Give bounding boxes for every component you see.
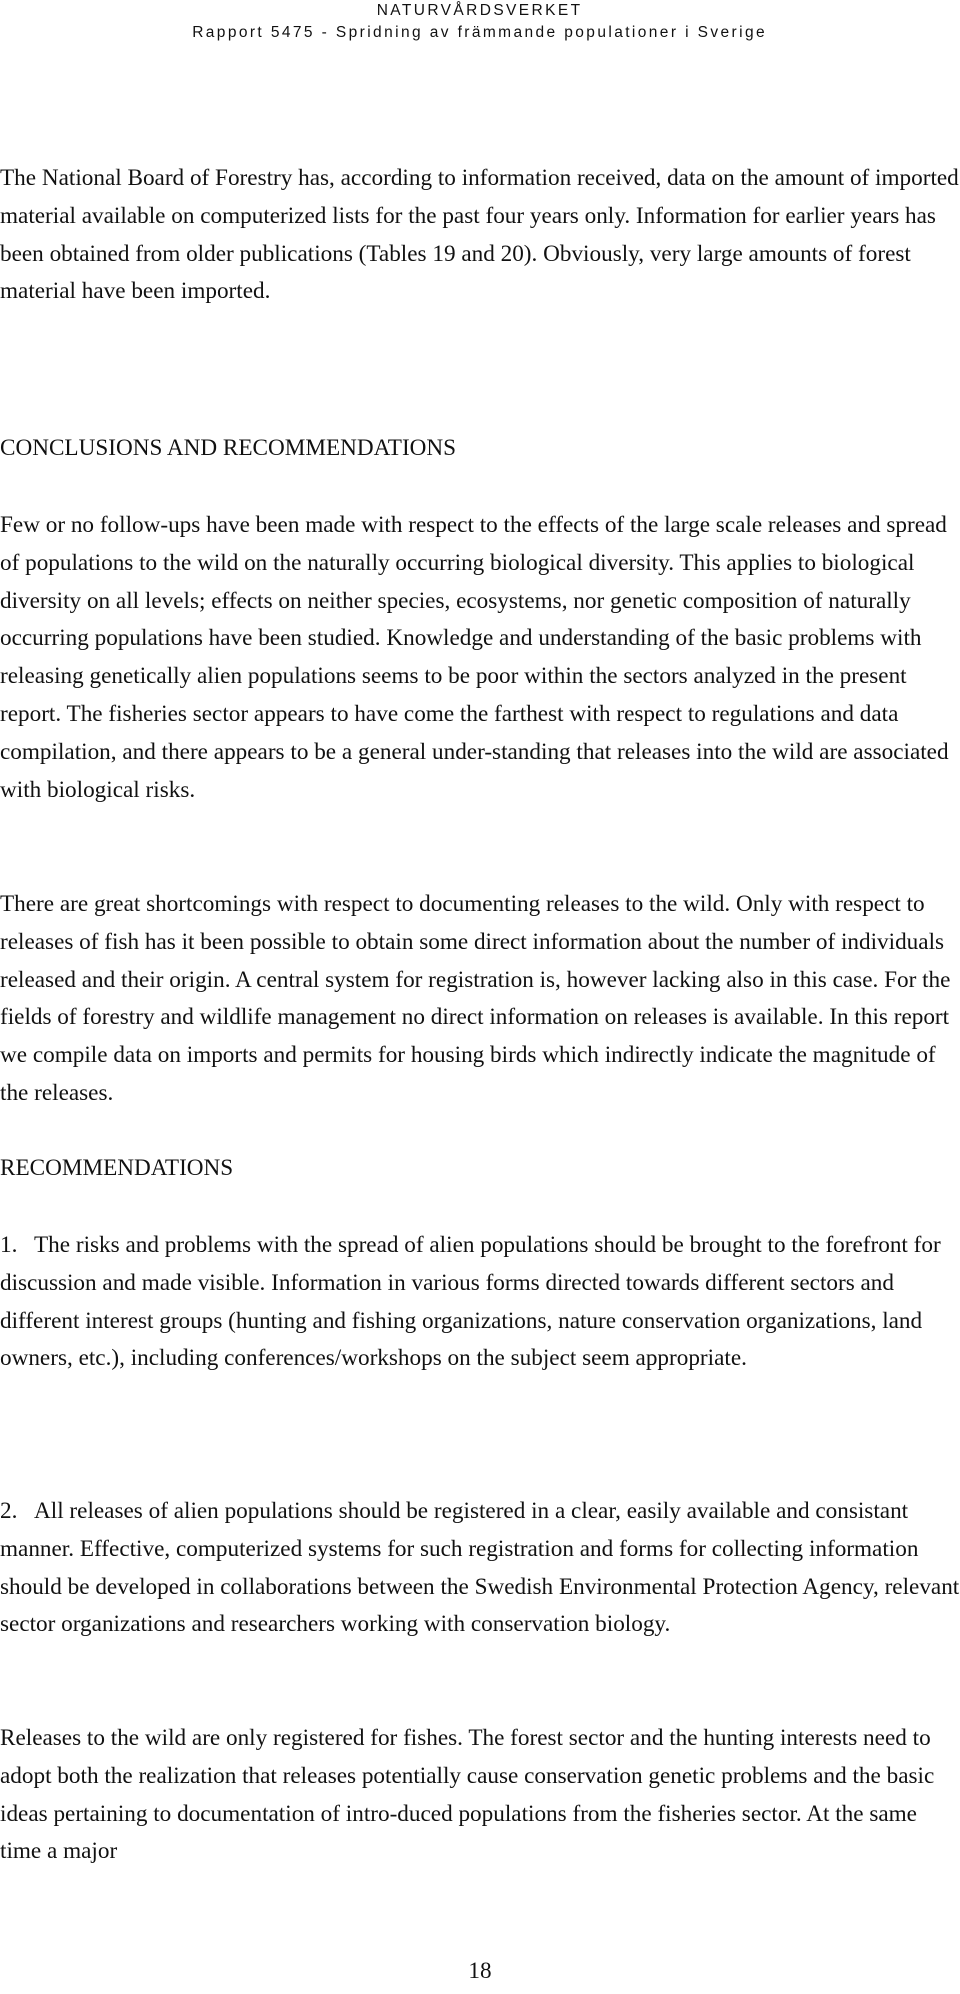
section-heading-conclusions: CONCLUSIONS AND RECOMMENDATIONS bbox=[0, 435, 457, 461]
recommendation-number-1: 1. bbox=[0, 1232, 18, 1258]
agency-name: NATURVÅRDSVERKET bbox=[376, 2, 583, 19]
paragraph-forestry-data: The National Board of Forestry has, according to information received, data on the amount of imported material available on computerized lists for the past four years only. Information for earlier years has been obtained from older publications (Tables 19 and 20). Obviously, very large amounts of forest material have been imported. bbox=[0, 165, 959, 305]
recommendation-item-2 bbox=[0, 1493, 960, 1644]
page-number: 18 bbox=[468, 1958, 492, 1984]
paragraph-documentation-shortcomings: There are great shortcomings with respect to documenting releases to the wild. Only with respect to releases of fish has it been possible to obtain some direct information about the number of individuals released and their origin. A central system for registration is, however lacking also in this case. For the fields of forestry and wildlife management no direct information on releases is available. In this report we compile data on imports and permits for housing birds which indirectly indicate the magnitude of the releases. bbox=[0, 891, 951, 1106]
recommendation-item-1 bbox=[0, 1227, 960, 1378]
running-header bbox=[192, 0, 767, 44]
paragraph-follow-ups: Few or no follow-ups have been made with respect to the effects of the large scale releases and spread of populations to the wild on the naturally occurring biological diversity. This applies to biological diversity on all levels; effects on neither species, ecosystems, nor genetic composition of naturally occurring populations have been studied. Knowledge and understanding of the basic problems with releasing genetically alien populations seems to be poor within the sectors analyzed in the present report. The fisheries sector appears to have come the farthest with respect to regulations and data compilation, and there appears to be a general under-standing that releases into the wild are associated with biological risks. bbox=[0, 512, 949, 803]
paragraph-releases-registration: Releases to the wild are only registered for fishes. The forest sector and the hunting interests need to adopt both the realization that releases potentially cause conservation genetic problems and the basic ideas pertaining to documentation of intro-duced populations from the fisheries sector. At the same time a major bbox=[0, 1725, 935, 1865]
recommendation-text-2: All releases of alien populations should be registered in a clear, easily available and consistant manner. Effective, computerized systems for such registration and forms for collecting information should be developed in collaborations between the Swedish Environmental Protection Agency, relevant sector organizations and researchers working with conservation biology. bbox=[0, 1498, 960, 1638]
section-heading-recommendations: RECOMMENDATIONS bbox=[0, 1155, 234, 1181]
recommendation-number-2: 2. bbox=[0, 1498, 18, 1524]
report-title: Rapport 5475 - Spridning av främmande populationer i Sverige bbox=[192, 24, 767, 41]
recommendation-text-1: The risks and problems with the spread of alien populations should be brought to the forefront for discussion and made visible. Information in various forms directed towards different sectors and different interest groups (hunting and fishing organizations, nature conservation organizations, land owners, etc.), including conferences/workshops on the subject seem appropriate. bbox=[0, 1232, 941, 1372]
